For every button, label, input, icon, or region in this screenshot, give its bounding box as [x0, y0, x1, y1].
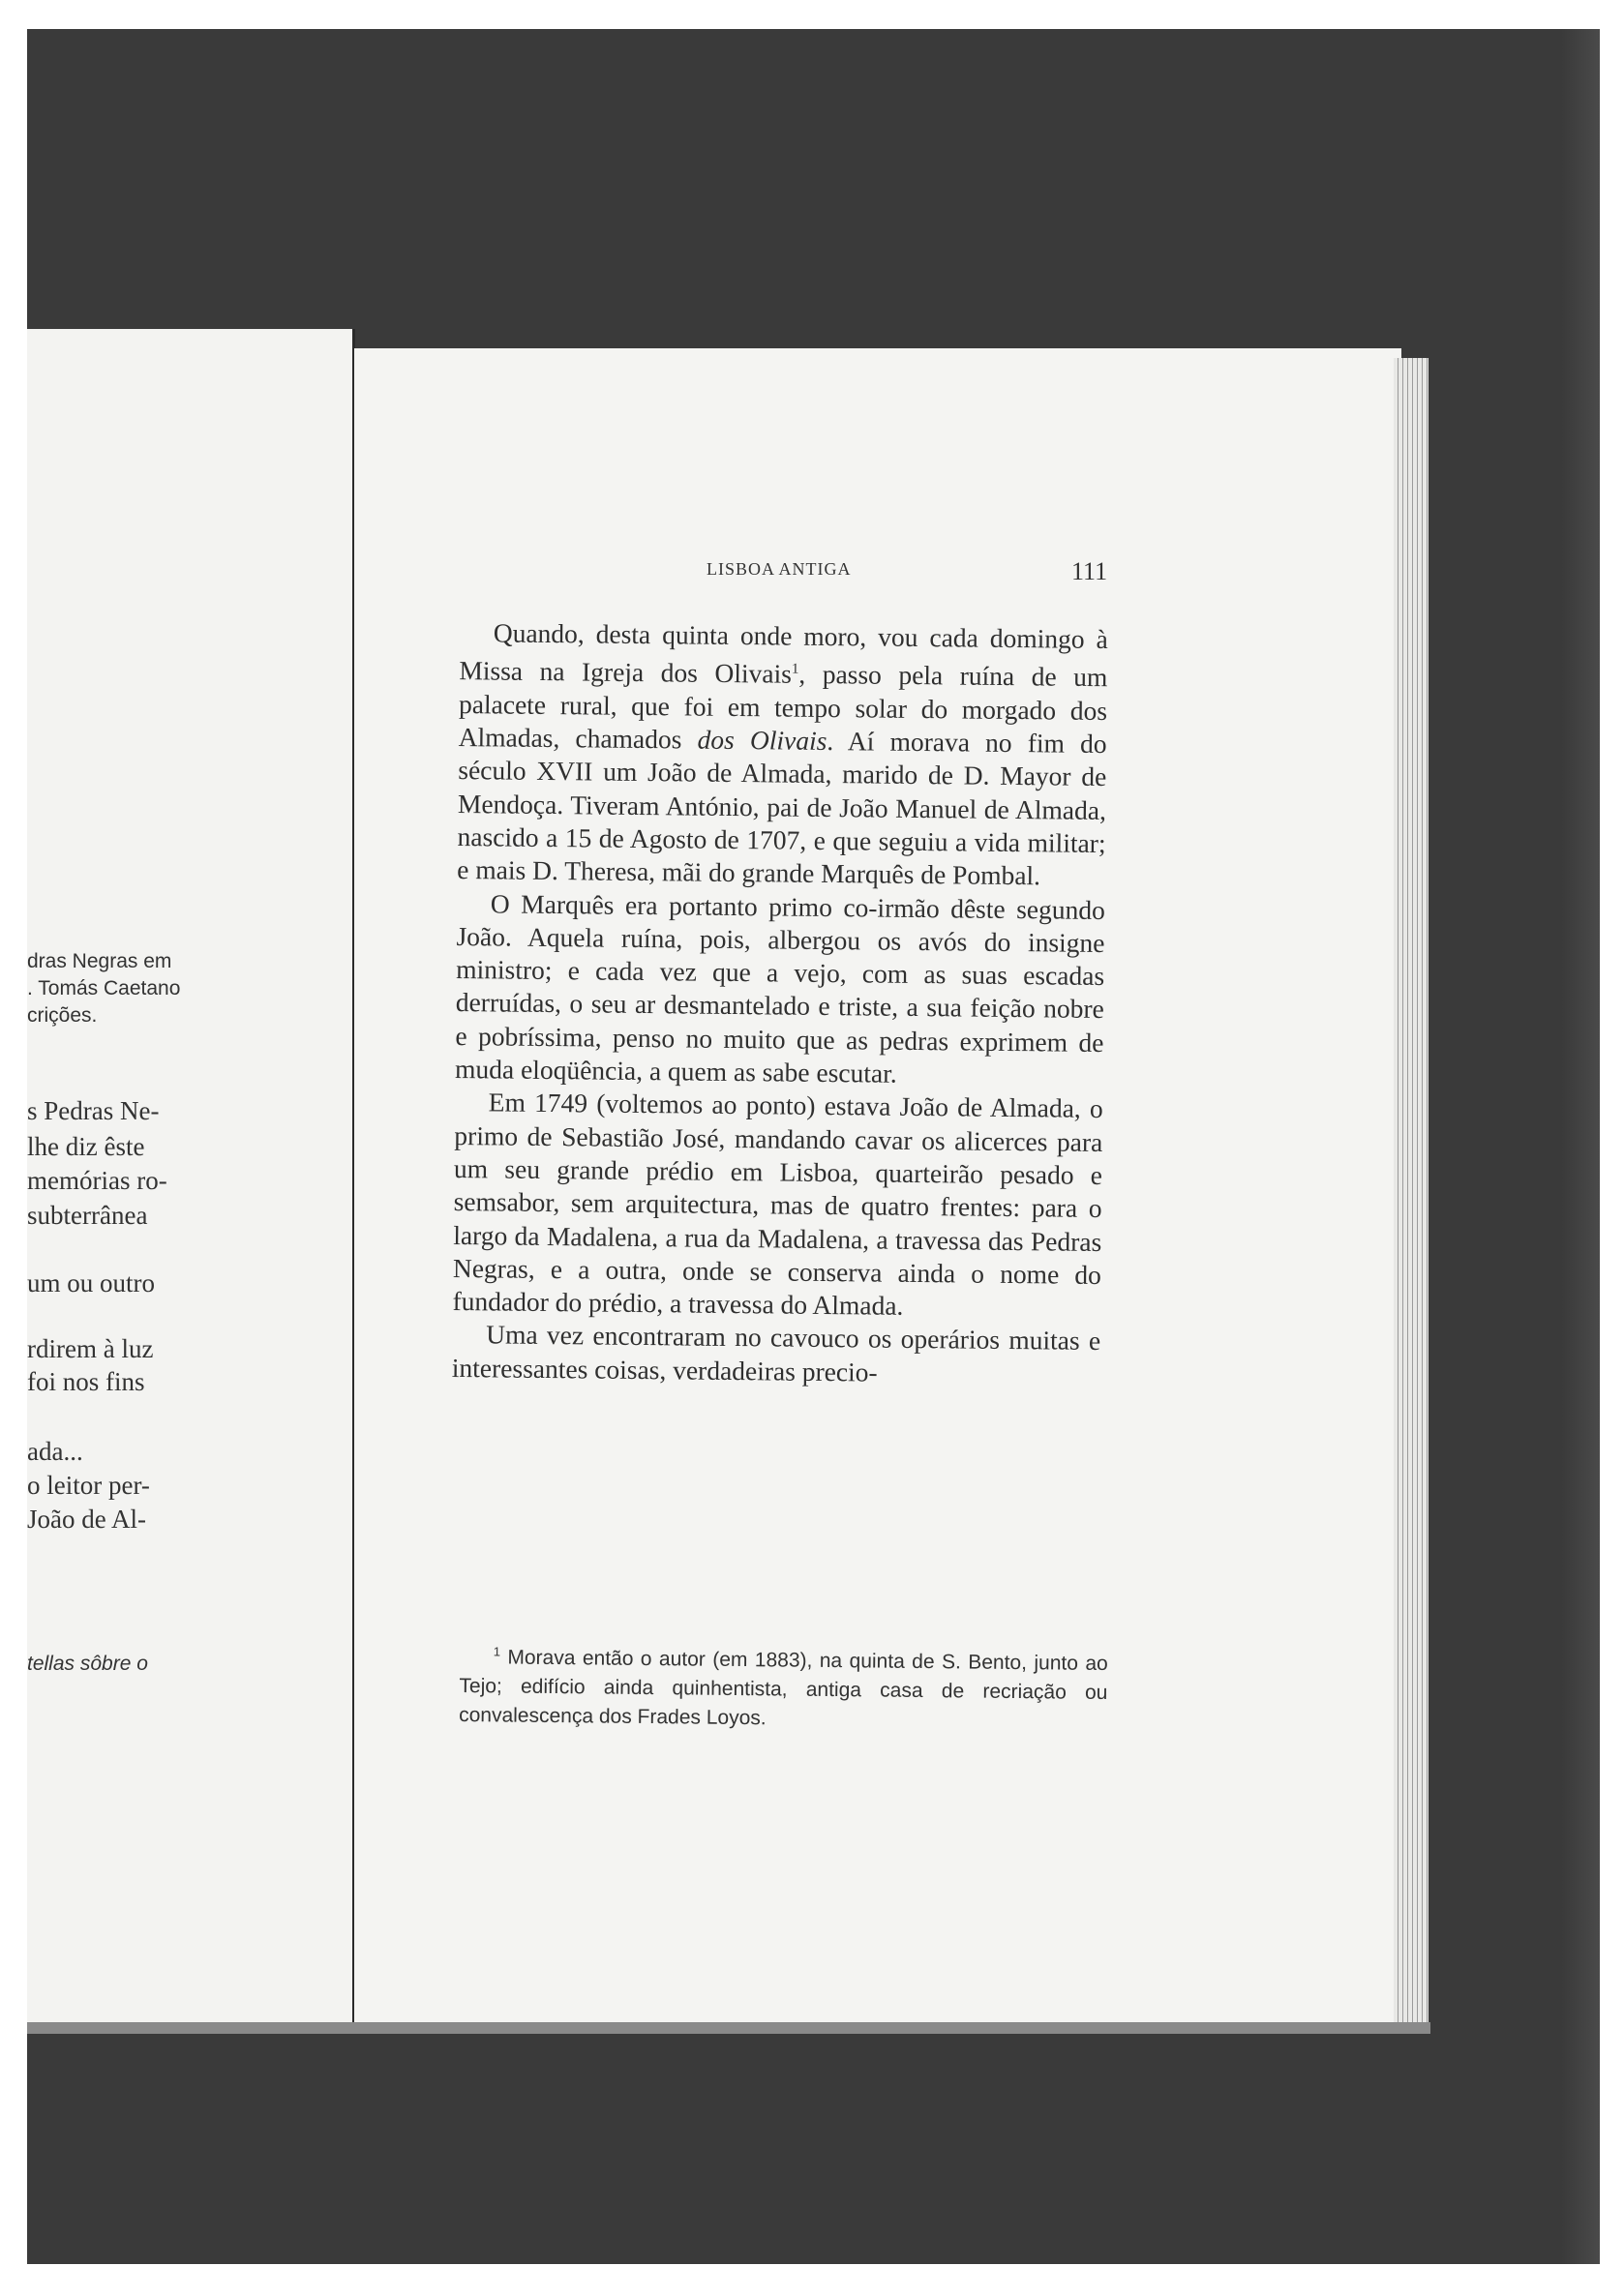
- footnote-reference: 1: [791, 661, 799, 677]
- page-number: 111: [1071, 557, 1108, 585]
- paragraph-1-italic: dos Olivais: [697, 724, 827, 757]
- left-line-13: João de Al-: [27, 1505, 146, 1534]
- page-edges: [1394, 358, 1429, 2034]
- left-page: [27, 329, 355, 2022]
- paragraph-3: Em 1749 (voltemos ao ponto) estava João de Almada, o primo de Sebastião José, mandando cavar os alicerces para um seu grande prédio em Lisboa, quarteirão pesado e semsabor, sem arquitectura, mas de quatro frentes: para o largo da Madalena, a rua da Madalena, a travessa das Pedras Negras, e a outra, onde se conserva ainda o nome do fundador do prédio, a travessa do Almada.: [452, 1087, 1103, 1321]
- paragraph-1: [457, 616, 1108, 894]
- left-line-11: ada...: [27, 1437, 83, 1466]
- left-line-10: foi nos fins: [27, 1367, 145, 1396]
- book-bottom-edge: [27, 2022, 1430, 2034]
- left-line-6: memórias ro-: [27, 1166, 167, 1195]
- left-line-5: lhe diz êste: [27, 1132, 145, 1161]
- footnote-text: Morava então o autor (em 1883), na quinta de S. Bento, junto ao Tejo; edifício ainda quinhentista, antiga casa de recriação ou convalescença dos Frades Loyos.: [459, 1646, 1108, 1730]
- footnote: [459, 1637, 1108, 1737]
- left-line-4: s Pedras Ne-: [27, 1096, 160, 1125]
- footnote-mark: 1: [493, 1644, 501, 1659]
- left-line-1: dras Negras em: [27, 950, 172, 972]
- body-text: [452, 616, 1108, 1391]
- left-line-7: subterrânea: [27, 1201, 148, 1230]
- left-line-14: tellas sôbre o: [27, 1653, 148, 1675]
- paragraph-1-start: Quando, desta quinta onde moro, vou cada domingo à Missa na Igreja dos Olivais: [459, 617, 1108, 690]
- left-line-2: . Tomás Caetano: [27, 977, 181, 999]
- left-line-3: crições.: [27, 1004, 98, 1027]
- paragraph-1-end: . Aí morava no fim do século XVII um João de Almada, marido de D. Mayor de Mendoça. Tiveram António, pai de João Manuel de Almada, nascido a 15 de Agosto de 1707, e que seguiu a vida militar; e mais D. Theresa, mãi do grande Marquês de Pombal.: [457, 726, 1107, 891]
- left-line-12: o leitor per-: [27, 1471, 150, 1500]
- left-line-8: um ou outro: [27, 1268, 155, 1297]
- paragraph-2: O Marquês era portanto primo co-irmão dêste segundo João. Aquela ruína, pois, albergou os avós do insigne ministro; e cada vez que a vejo, com as suas escadas derruídas, o seu ar desmantelado e triste, a sua feição nobre e pobríssima, penso no muito que as pedras exprimem de muda eloqüência, a quem as sabe escutar.: [454, 887, 1106, 1088]
- running-head: LISBOA ANTIGA: [707, 559, 852, 579]
- left-line-9: rdirem à luz: [27, 1334, 154, 1363]
- paragraph-1-middle: , passo pela ruína de um palacete rural, que foi em tempo solar do morgado dos Almadas, chamados: [458, 659, 1108, 755]
- paragraph-4: Uma vez encontraram no cavouco os operários muitas e interessantes coisas, verdadeiras precio-: [451, 1319, 1101, 1387]
